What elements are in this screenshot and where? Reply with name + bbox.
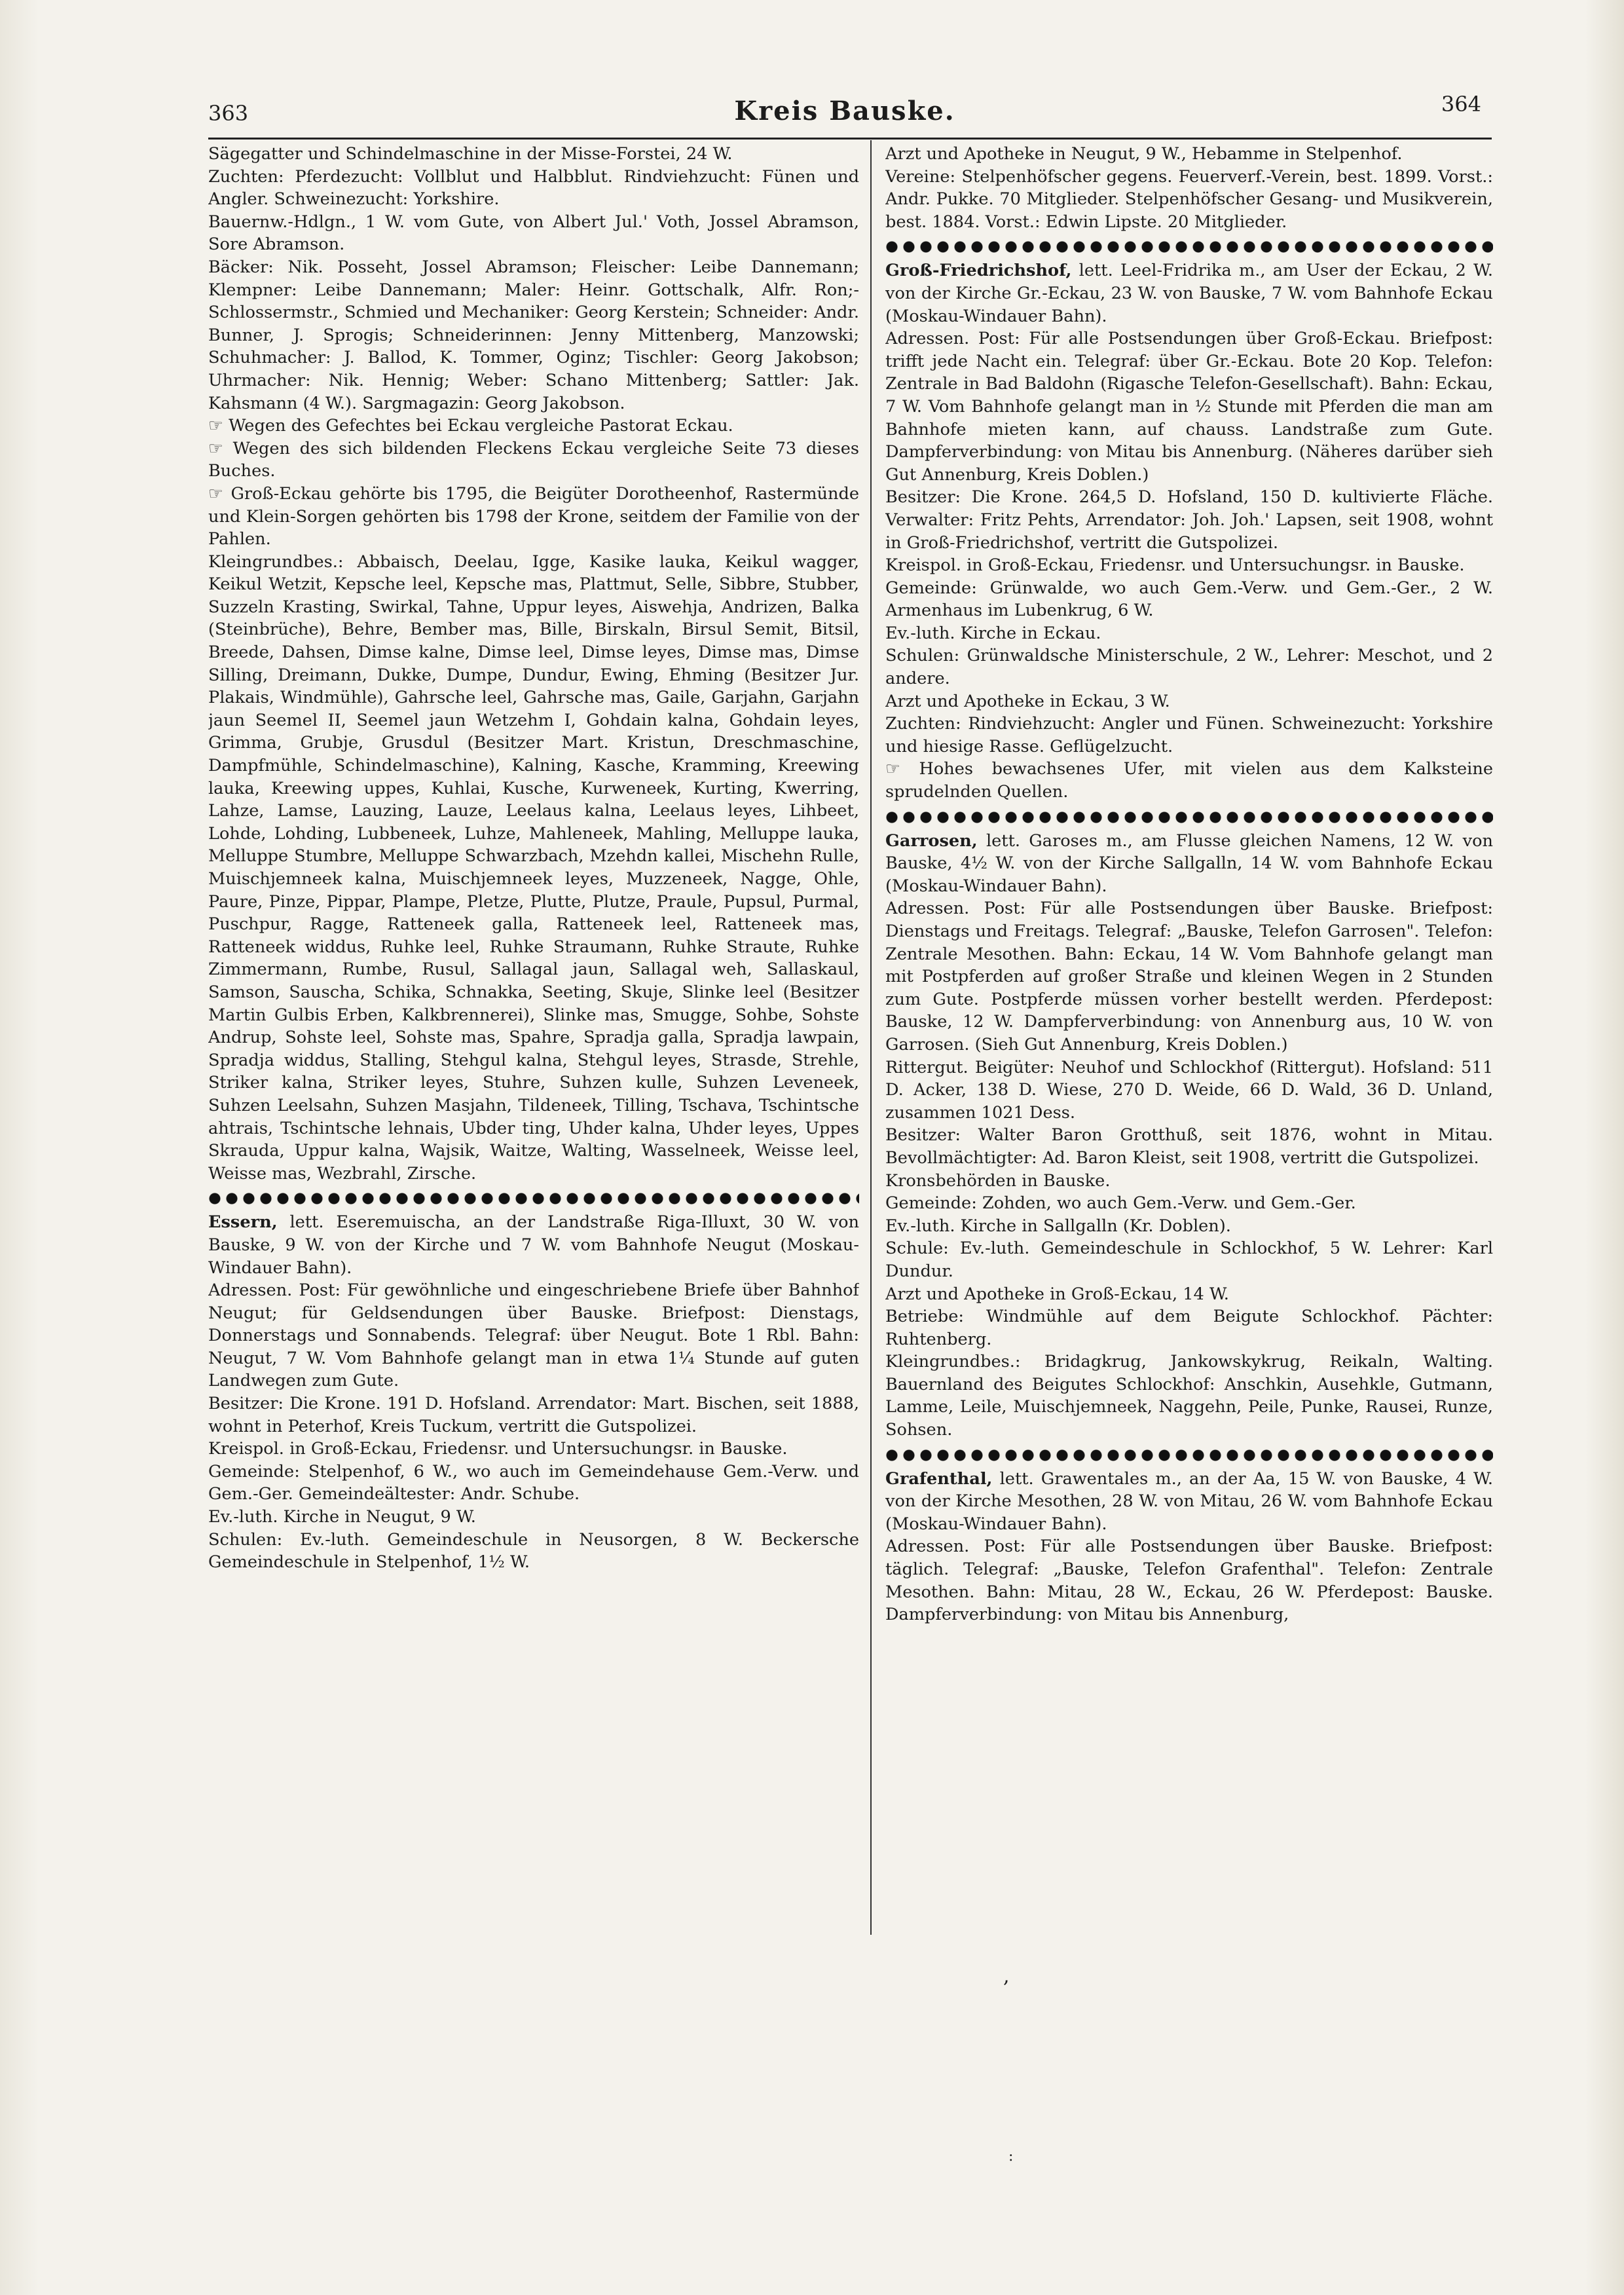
paragraph: Vereine: Stelpenhöfscher gegens. Feuerverf.-Verein, best. 1899. Vorst.: Andr. Pukke. 70 Mitglieder. Stelpenhöfscher Gesang- und Musikverein, best. 1884. Vorst.: Edwin Lipste. 20 Mitglieder. — [885, 166, 1493, 232]
paragraph: Bäcker: Nik. Posseht, Jossel Abramson; Fleischer: Leibe Dannemann; Klempner: Leibe Dannemann; Maler: Heinr. Gottschalk, Alfr. Ron;- Schlossermstr., Schmied und Mechaniker: Georg Kerstein; Schneider: Andr. Bunner, J. Sprogis; Schneiderinnen: Jenny Mittenberg, Manzowski; Schuhmacher: J. Ballod, K. Tommer, Oginz; Tischler: Georg Jakobson; Uhrmacher: Nik. Hennig; Weber: Schano Mittenberg; Sattler: Jak. Kahsmann (4 W.). Sargmagazin: Georg Jakobson. — [208, 257, 859, 413]
right-column — [885, 143, 1493, 1950]
page-number-left: 363 — [208, 101, 249, 126]
paragraph: Betriebe: Windmühle auf dem Beigute Schlockhof. Pächter: Ruhtenberg. — [885, 1307, 1493, 1349]
paragraph: Kronsbehörden in Bauske. — [885, 1170, 1111, 1191]
section-intro: lett. Eseremuischa, an der Landstraße Riga-Illuxt, 30 W. von Bauske, 9 W. von der Kirche und 7 W. vom Bahnhofe Neugut (Moskau-Windauer Bahn). — [208, 1212, 859, 1278]
section-separator — [885, 1446, 1493, 1465]
paragraph: Schule: Ev.-luth. Gemeindeschule in Schlockhof, 5 W. Lehrer: Karl Dundur. — [885, 1239, 1493, 1281]
section-title: Groß-Friedrichshof, — [885, 261, 1072, 281]
paragraph: Ev.-luth. Kirche in Neugut, 9 W. — [208, 1507, 476, 1527]
running-title: Kreis Bauske. — [734, 96, 955, 126]
paragraph: Arzt und Apotheke in Eckau, 3 W. — [885, 691, 1170, 711]
paragraph: Arzt und Apotheke in Groß-Eckau, 14 W. — [885, 1284, 1229, 1304]
section-title: Grafenthal, — [885, 1468, 993, 1489]
section-garrosen — [885, 830, 1493, 898]
column-divider — [870, 140, 872, 1935]
header-rule — [208, 138, 1492, 140]
section-gross-friedrichshof — [885, 259, 1493, 327]
section-separator — [885, 237, 1493, 257]
section-essern — [208, 1211, 859, 1279]
paragraph: Besitzer: Walter Baron Grotthuß, seit 1876, wohnt in Mitau. Bevollmächtigter: Ad. Baron Kleist, seit 1908, vertritt die Gutspolizei. — [885, 1125, 1493, 1168]
section-separator — [885, 808, 1493, 827]
paragraph: ☞ Hohes bewachsenes Ufer, mit vielen aus dem Kalksteine sprudelnden Quellen. — [885, 759, 1493, 802]
paragraph: Kleingrundbes.: Abbaisch, Deelau, Igge, Kasike lauka, Keikul wagger, Keikul Wetzit, Kepsche leel, Kepsche mas, Plattmut, Selle, Sibbre, Stubber, Suzzeln Krasting, Swirkal, Tahne, Uppur leyes, Aiswehja, Andrizen, Balka (Steinbrüche), Behre, Bember mas, Bille, Birskaln, Birsul Semit, Bitsil, Breede, Dahsen, Dimse kalne, Dimse leel, Dimse leyes, Dimse mas, Dimse Silling, Dreimann, Dukke, Dumpe, Dundur, Ewing, Ehming (Besitzer Jur. Plakais, Windmühle), Gahrsche leel, Gahrsche mas, Gaile, Garjahn, Garjahn jaun Seemel II, Seemel jaun Wetzehm I, Gohdain kalna, Gohdain leyes, Grimma, Grubje, Grusdul (Besitzer Mart. Kristun, Dreschmaschine, Dampfmühle, Schindelmaschine), Kalning, Kasche, Kramming, Kreewing lauka, Kreewing uppes, Kuhlai, Kusche, Kurweneek, Kurting, Kwerring, Lahze, Lamse, Lauzing, Lauze, Leelaus kalna, Leelaus leyes, Lihbeet, Lohde, Lohding, Lubbeneek, Luhze, Mahleneek, Mahling, Melluppe lauka, Melluppe Stumbre, Melluppe Schwarzbach, Mzehdn kallei, Mischehn Rulle, Muischjemneek kalna, Muischjemneek leyes, Muzzeneek, Nagge, Ohle, Paure, Pinze, Pippar, Plampe, Pletze, Plutte, Plutze, Praule, Pupsul, Purmal, Puschpur, Ragge, Ratteneek galla, Ratteneek leel, Ratteneek mas, Ratteneek widdus, Ruhke leel, Ruhke Straumann, Ruhke Straute, Ruhke Zimmermann, Rumbe, Rusul, Sallagal jaun, Sallagal weh, Sallaskaul, Samson, Sauscha, Schika, Schnakka, Seeting, Skuje, Slinke leel (Besitzer Martin Gulbis Erben, Kalkbrennerei), Slinke mas, Smugge, Sohbe, Sohste Andrup, Sohste leel, Sohste mas, Spahre, Spradja galla, Spradja lawpain, Spradja widdus, Stalling, Stehgul kalna, Stehgul leyes, Strasde, Strehle, Striker kalna, Striker leyes, Stuhre, Suhzen kulle, Suhzen Leveneek, Suhzen Leelsahn, Suhzen Masjahn, Tildeneek, Tilling, Tschava, Tschintsche ahtrais, Tschintsche lehnais, Ubder ting, Uhder kalna, Uhder leyes, Uppes Skrauda, Uppur kalna, Wajsik, Waitze, Walting, Wasselneek, Weisse leel, Weisse mas, Wezbrahl, Zirsche. — [208, 551, 859, 1184]
paragraph: Gemeinde: Stelpenhof, 6 W., wo auch im Gemeindehause Gem.-Verw. und Gem.-Ger. Gemeindeältester: Andr. Schube. — [208, 1461, 859, 1504]
page-number-right: 364 — [1441, 92, 1481, 117]
paragraph: ☞ Groß-Eckau gehörte bis 1795, die Beigüter Dorotheenhof, Rastermünde und Klein-Sorgen gehörten bis 1798 der Krone, seitdem der Familie von der Pahlen. — [208, 483, 859, 550]
page-header — [196, 92, 1493, 138]
paragraph: Adressen. Post: Für alle Postsendungen über Bauske. Briefpost: täglich. Telegraf: „Bauske, Telefon Grafenthal". Telefon: Zentrale Mesothen. Bahn: Mitau, 28 W., Eckau, 26 W. Pferdepost: Bauske. Dampferverbindung: von Mitau bis Annenburg, — [885, 1537, 1493, 1625]
paragraph: Arzt und Apotheke in Neugut, 9 W., Hebamme in Stelpenhof. — [885, 144, 1403, 164]
paragraph: Gemeinde: Zohden, wo auch Gem.-Verw. und Gem.-Ger. — [885, 1193, 1356, 1214]
paragraph: Ev.-luth. Kirche in Eckau. — [885, 623, 1101, 643]
section-title: Garrosen, — [885, 830, 978, 851]
paragraph: Schulen: Grünwaldsche Ministerschule, 2 W., Lehrer: Meschot, und 2 andere. — [885, 646, 1493, 689]
paragraph: Sägegatter und Schindelmaschine in der Misse-Forstei, 24 W. — [208, 144, 733, 164]
paragraph: Kreispol. in Groß-Eckau, Friedensr. und Untersuchungsr. in Bauske. — [885, 555, 1465, 576]
paragraph: Rittergut. Beigüter: Neuhof und Schlockhof (Rittergut). Hofsland: 511 D. Acker, 138 D. Wiese, 270 D. Weide, 66 D. Wald, 36 D. Unland, zusammen 1021 Dess. — [885, 1057, 1493, 1123]
paragraph: Adressen. Post: Für alle Postsendungen über Groß-Eckau. Briefpost: trifft jede Nacht ein. Telegraf: über Gr.-Eckau. Bote 20 Kop. Telefon: Zentrale in Bad Baldohn (Rigasche Telefon-Gesellschaft). Bahn: Eckau, 7 W. Vom Bahnhofe gelangt man in ½ Stunde mit Pferden die man am Bahnhofe mieten kann, auf chauss. Landstraße zum Gute. Dampferverbindung: von Mitau bis Annenburg. (Näheres darüber sieh Gut Annenburg, Kreis Doblen.) — [885, 329, 1493, 485]
paragraph: Gemeinde: Grünwalde, wo auch Gem.-Verw. und Gem.-Ger., 2 W. Armenhaus im Lubenkrug, 6 W. — [885, 578, 1493, 621]
left-column — [208, 143, 859, 1950]
paragraph: Adressen. Post: Für gewöhnliche und eingeschriebene Briefe über Bahnhof Neugut; für Geldsendungen über Bauske. Briefpost: Dienstags, Donnerstags und Sonnabends. Telegraf: über Neugut. Bote 1 Rbl. Bahn: Neugut, 7 W. Vom Bahnhofe gelangt man in etwa 1¼ Stunde auf guten Landwegen zum Gute. — [208, 1280, 859, 1391]
paragraph: ☞ Wegen des sich bildenden Fleckens Eckau vergleiche Seite 73 dieses Buches. — [208, 438, 859, 481]
paragraph: Besitzer: Die Krone. 191 D. Hofsland. Arrendator: Mart. Bischen, seit 1888, wohnt in Peterhof, Kreis Tuckum, vertritt die Gutspolizei. — [208, 1394, 859, 1436]
paragraph: Bauernw.-Hdlgn., 1 W. vom Gute, von Albert Jul.' Voth, Jossel Abramson, Sore Abramson. — [208, 212, 859, 255]
section-intro: lett. Leel-Fridrika m., am User der Eckau, 2 W. von der Kirche Gr.-Eckau, 23 W. von Bauske, 7 W. vom Bahnhofe Eckau (Moskau-Windauer Bahn). — [885, 261, 1493, 326]
paragraph: Zuchten: Pferdezucht: Vollblut und Halbblut. Rindviehzucht: Fünen und Angler. Schweinezucht: Yorkshire. — [208, 166, 859, 210]
paragraph: Schulen: Ev.-luth. Gemeindeschule in Neusorgen, 8 W. Beckersche Gemeindeschule in Stelpenhof, 1½ W. — [208, 1529, 859, 1573]
paragraph: Besitzer: Die Krone. 264,5 D. Hofsland, 150 D. kultivierte Fläche. Verwalter: Fritz Pehts, Arrendator: Joh. Joh.' Lapsen, seit 1908, wohnt in Groß-Friedrichshof, vertritt die Gutspolizei. — [885, 487, 1493, 553]
paragraph: Adressen. Post: Für alle Postsendungen über Bauske. Briefpost: Dienstags und Freitags. Telegraf: „Bauske, Telefon Garrosen". Telefon: Zentrale Mesothen. Bahn: Eckau, 14 W. Vom Bahnhofe gelangt man mit Postpferden auf großer Straße und kleinen Wegen in 2 Stunden zum Gute. Postpferde müssen vorher bestellt werden. Pferdepost: Bauske, 12 W. Dampferverbindung: von Annenburg aus, 10 W. von Garrosen. (Sieh Gut Annenburg, Kreis Doblen.) — [885, 899, 1493, 1054]
paragraph: Kleingrundbes.: Bridagkrug, Jankowskykrug, Reikaln, Walting. Bauernland des Beigutes Schlockhof: Anschkin, Ausehkle, Gutmann, Lamme, Leile, Muischjemneek, Naggehn, Peile, Punke, Rausei, Runze, Sohsen. — [885, 1352, 1493, 1440]
section-intro: lett. Grawentales m., an der Aa, 15 W. von Bauske, 4 W. von der Kirche Mesothen, 28 W. von Mitau, 26 W. vom Bahnhofe Eckau (Moskau-Windauer Bahn). — [885, 1468, 1493, 1534]
paragraph: Kreispol. in Groß-Eckau, Friedensr. und Untersuchungsr. in Bauske. — [208, 1439, 788, 1459]
section-separator — [208, 1189, 859, 1208]
paragraph: ☞ Wegen des Gefechtes bei Eckau vergleiche Pastorat Eckau. — [208, 416, 733, 436]
section-intro: lett. Garoses m., am Flusse gleichen Namens, 12 W. von Bauske, 4½ W. von der Kirche Sallgalln, 14 W. vom Bahnhofe Eckau (Moskau-Windauer Bahn). — [885, 830, 1493, 896]
section-title: Essern, — [208, 1212, 278, 1233]
stray-mark: : — [1008, 2148, 1014, 2165]
section-grafenthal — [885, 1468, 1493, 1536]
stray-mark: , — [1003, 1965, 1010, 1988]
paragraph: Zuchten: Rindviehzucht: Angler und Fünen. Schweinezucht: Yorkshire und hiesige Rasse. Geflügelzucht. — [885, 714, 1493, 756]
paragraph: Ev.-luth. Kirche in Sallgalln (Kr. Doblen). — [885, 1216, 1231, 1236]
